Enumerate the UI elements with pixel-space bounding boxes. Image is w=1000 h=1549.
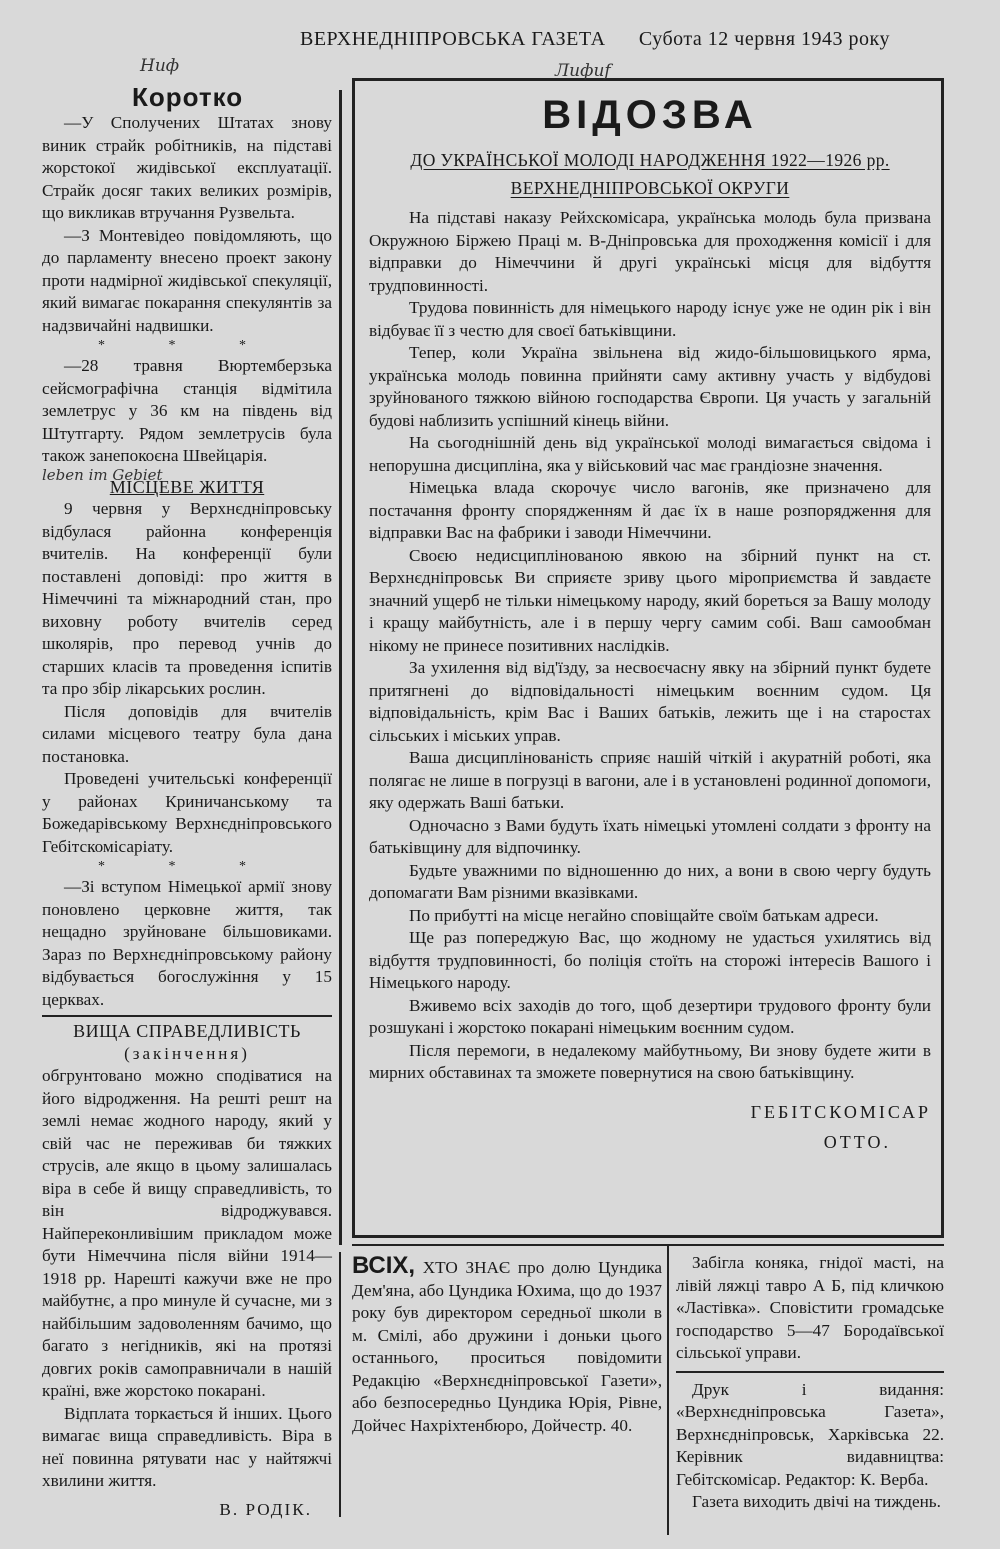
local-item-theatre: Після доповідів для вчителів силами місцевого театру була дана постановка.: [42, 701, 332, 766]
appeal-paragraph: Німецька влада скорочує число вагонів, яке призначено для постачання фронту спорядженням й дає їх в наше розпорядження для відправки Вас на фабрики і заводи Німеччини.: [369, 478, 931, 542]
appeal-subtitle-1: ДО УКРАЇНСЬКОЇ МОЛОДІ НАРОДЖЕННЯ 1922—1926 рр.: [410, 150, 890, 170]
appeal-paragraph: Тепер, коли Україна звільнена від жидо-більшовицького ярма, українська молодь повинна прийняти саму активну участь у відбудові зруйнованого тяжкою війною господарства Європи. Ця участь у загальній будові наблизить успішний кінець війни.: [369, 343, 931, 430]
appeal-paragraph: За ухилення від від'їзду, за несвоєчасну явку на збірний пункт будете притягнені до відповідальності німецьким воєнним судом. Ця відповідальність, крім Вас і Ваших батьків, лежить ще і на старостах сільських і міських управ.: [369, 658, 931, 745]
signature-name: ОТТО.: [823, 1131, 891, 1152]
appeal-paragraph: Будьте уважними по відношенню до них, а вони в свою чергу будуть допомагати Вам різними вказівками.: [369, 860, 931, 902]
handwritten-note-mid: leben im Gebiet: [42, 465, 163, 484]
column-rule-bottom: [339, 1252, 341, 1517]
signature-title: ГЕБІТСКОМІСАР: [750, 1101, 931, 1122]
appeal-paragraph: На сьогоднішній день від української молоді вимагається свідома і непорушна дисципліна, яка у військовий час має грандіозне значення.: [369, 433, 931, 475]
appeal-paragraph: Одночасно з Вами будуть їхать німецькі утомлені солдати з фронту на батьківщину для відпочинку.: [369, 815, 931, 857]
appeal-paragraph: Ваша дисциплінованість сприяє нашій чіткій і акуратній роботі, яка полягає не лише в погрузці в вагони, але і в установлені родинної допомоги, яку одержать Ваші батьки.: [369, 748, 931, 812]
appeal-signature: [369, 1097, 931, 1157]
appeal-paragraph: Після перемоги, в недалекому майбутньому, Ви знову будете жити в мирних обставинах та зможете повернутися на свою батьківщину.: [369, 1040, 931, 1082]
justice-title: ВИЩА СПРАВЕДЛИВІСТЬ: [73, 1021, 301, 1041]
left-column: [42, 112, 332, 1521]
column-divider: [42, 1015, 332, 1017]
appeal-body: [369, 207, 931, 1085]
appeal-paragraph: На підставі наказу Рейхскомісара, українська молодь була призвана Окружною Біржею Праці м. В-Дніпровська для проходження комісії і для відправки до Німеччини й другі українські місця для відбуття трудповинності.: [369, 208, 931, 295]
appeal-box: [352, 61, 944, 1238]
notice-lead: ВСІХ,: [352, 1252, 416, 1279]
appeal-title: ВІДОЗВА: [542, 93, 758, 137]
bottom-rule: [352, 1244, 944, 1246]
local-life-title: МІСЦЕВЕ ЖИТТЯ: [109, 476, 265, 497]
appeal-subtitle-2: ВЕРХНЕДНІПРОВСЬКОЇ ОКРУГИ: [510, 178, 790, 198]
divider: [676, 1371, 944, 1373]
masthead-line: [300, 28, 890, 54]
masthead: ВЕРХНЕДНІПРОВСЬКА ГАЗЕТА: [300, 28, 606, 50]
notice-text: ХТО ЗНАЄ про долю Цундика Дем'яна, або Цундика Юхима, що до 1937 року був директором середньої школи в м. Смілі, або дружини і доньки цього останнього, проситься повідомити Редакцію «Верхнєдніпровської Газети», або безпосередньо Цундика Юрія, Рівне, Дойчес Нахріхтенбюро, Дойчестр. 40.: [352, 1258, 662, 1435]
justice-subtitle: (закінчення): [124, 1043, 250, 1063]
publication-frequency: Газета виходить двічі на тиждень.: [692, 1492, 941, 1511]
appeal-paragraph: Ще раз попереджую Вас, що жодному не удасться ухилятись від відбуття трудповинності, бо поліція стоїть на сторожі інтересів Вашого і Німецького народу.: [369, 928, 931, 992]
justice-author: В. РОДІК.: [219, 1499, 312, 1519]
imprint: Друк і видання: «Верхнєдніпровська Газета», Верхнєдніпровськ, Харківська 22. Керівник видавництва: Гебітскомісар. Редактор: К. Верба.: [676, 1379, 944, 1489]
column-rule: [339, 90, 342, 1245]
appeal-paragraph: По прибутті на місце негайно сповіщайте своїм батькам адреси.: [409, 905, 879, 925]
appeal-content: [369, 91, 931, 1157]
issue-date: Субота 12 червня 1943 року: [638, 28, 890, 50]
appeal-paragraph: Своєю недисциплінованою явкою на збірний пункт на ст. Верхнєдніпровськ Ви сприяєте зриву цього міроприємства й завдаєте значний ущерб не тільки німецькому народу, який бореться за Вашу молоду і кращу майбутність, але і в першу чергу самим собі. Ваш самообман нікому не принесе позитивних наслідків.: [369, 545, 931, 655]
local-item-church: —Зі вступом Німецької армії знову поновлено церковне життя, так нещадно зруйноване більшовиками. Зараз по Верхнєдніпровському району відбувається богослужіння у 15 церквах.: [42, 877, 332, 1009]
handwritten-note-box: Лифиf: [555, 61, 611, 81]
appeal-paragraph: Вживемо всіх заходів до того, щоб дезертири трудового фронту були розшукані і жорстоко покарані німецьким воєнним судом.: [369, 995, 931, 1037]
news-item-earthquake: —28 травня Вюртемберзька сейсмографічна станція відмітила землетрус у 36 км на південь від Штутгарту. Рядом землетрусів була також занепокоєна Швейцарія.: [42, 356, 332, 465]
separator-stars: * * *: [98, 338, 276, 353]
right-bottom-column: [676, 1252, 944, 1514]
column-rule-right: [667, 1245, 669, 1535]
local-item-districts: Проведені учительські конференції у районах Криничанському та Божедарівському Верхнєдніпровського Гебітскомісаріату.: [42, 769, 332, 856]
local-item-conference: 9 червня у Верхнєдніпровську відбулася районна конференція вчителів. На конференції були поставлені доповіді: про життя в Німеччині та міжнародний стан, про виховну роботу вчителів серед школярів, про перевод учнів до старших класів та проведення іспитів та про збір лікарських рослин.: [42, 499, 332, 698]
missing-person-notice: [352, 1252, 662, 1437]
news-item-strike: —У Сполучених Штатах знову виник страйк робітників, на підставі жорстокої жидівської експлуатації. Страйк досяг таких великих розмірів, що викликав втручання Рузвельта.: [42, 113, 332, 222]
news-item-montevideo: —З Монтевідео повідомляють, що до парламенту внесено проект закону проти надмірної жидівської спекуляції, який вимагає покарання спекулянтів за надзвичайні надвишки.: [42, 225, 332, 335]
appeal-paragraph: Трудова повинність для німецького народу існує уже не один рік і він відбуває її з честю для своєї батьківщини.: [369, 298, 931, 340]
korotko-title: Коротко: [132, 82, 244, 112]
justice-paragraph-2: Відплата торкається й інших. Цього вимагає вища справедливість. Віра в неї повинна рятувати нас у найтяжчі хвилини життя.: [42, 1403, 332, 1490]
justice-paragraph-1: обгрунтовано можно сподіватися на його відродження. На решті решт на землі немає жодного народу, який у свій час не переживав би тяжких струсів, але якщо в цьому залишалась віра в себе й вищу справедливість, то він відроджувався. Найпереконливішим прикладом може бути Німеччина після війни 1914—1918 рр. Нарешті кажучи вже не про майбутнє, а про минуле й сучасне, ми з найбільшим задоволенням бачимо, що багато з негідників, які на протязі довгих років самоправничали в нашій країні, вже жорстоко покарані.: [42, 1066, 332, 1400]
lost-horse-notice: Забігла коняка, гнідої масті, на лівій ляжці тавро А Б, під кличкою «Ластівка». Сповістити громадське господарство 5—47 Бородаївської сільської управи.: [676, 1253, 944, 1362]
handwritten-note-top-left: Ниф: [140, 56, 180, 76]
separator-stars-2: * * *: [98, 859, 276, 874]
